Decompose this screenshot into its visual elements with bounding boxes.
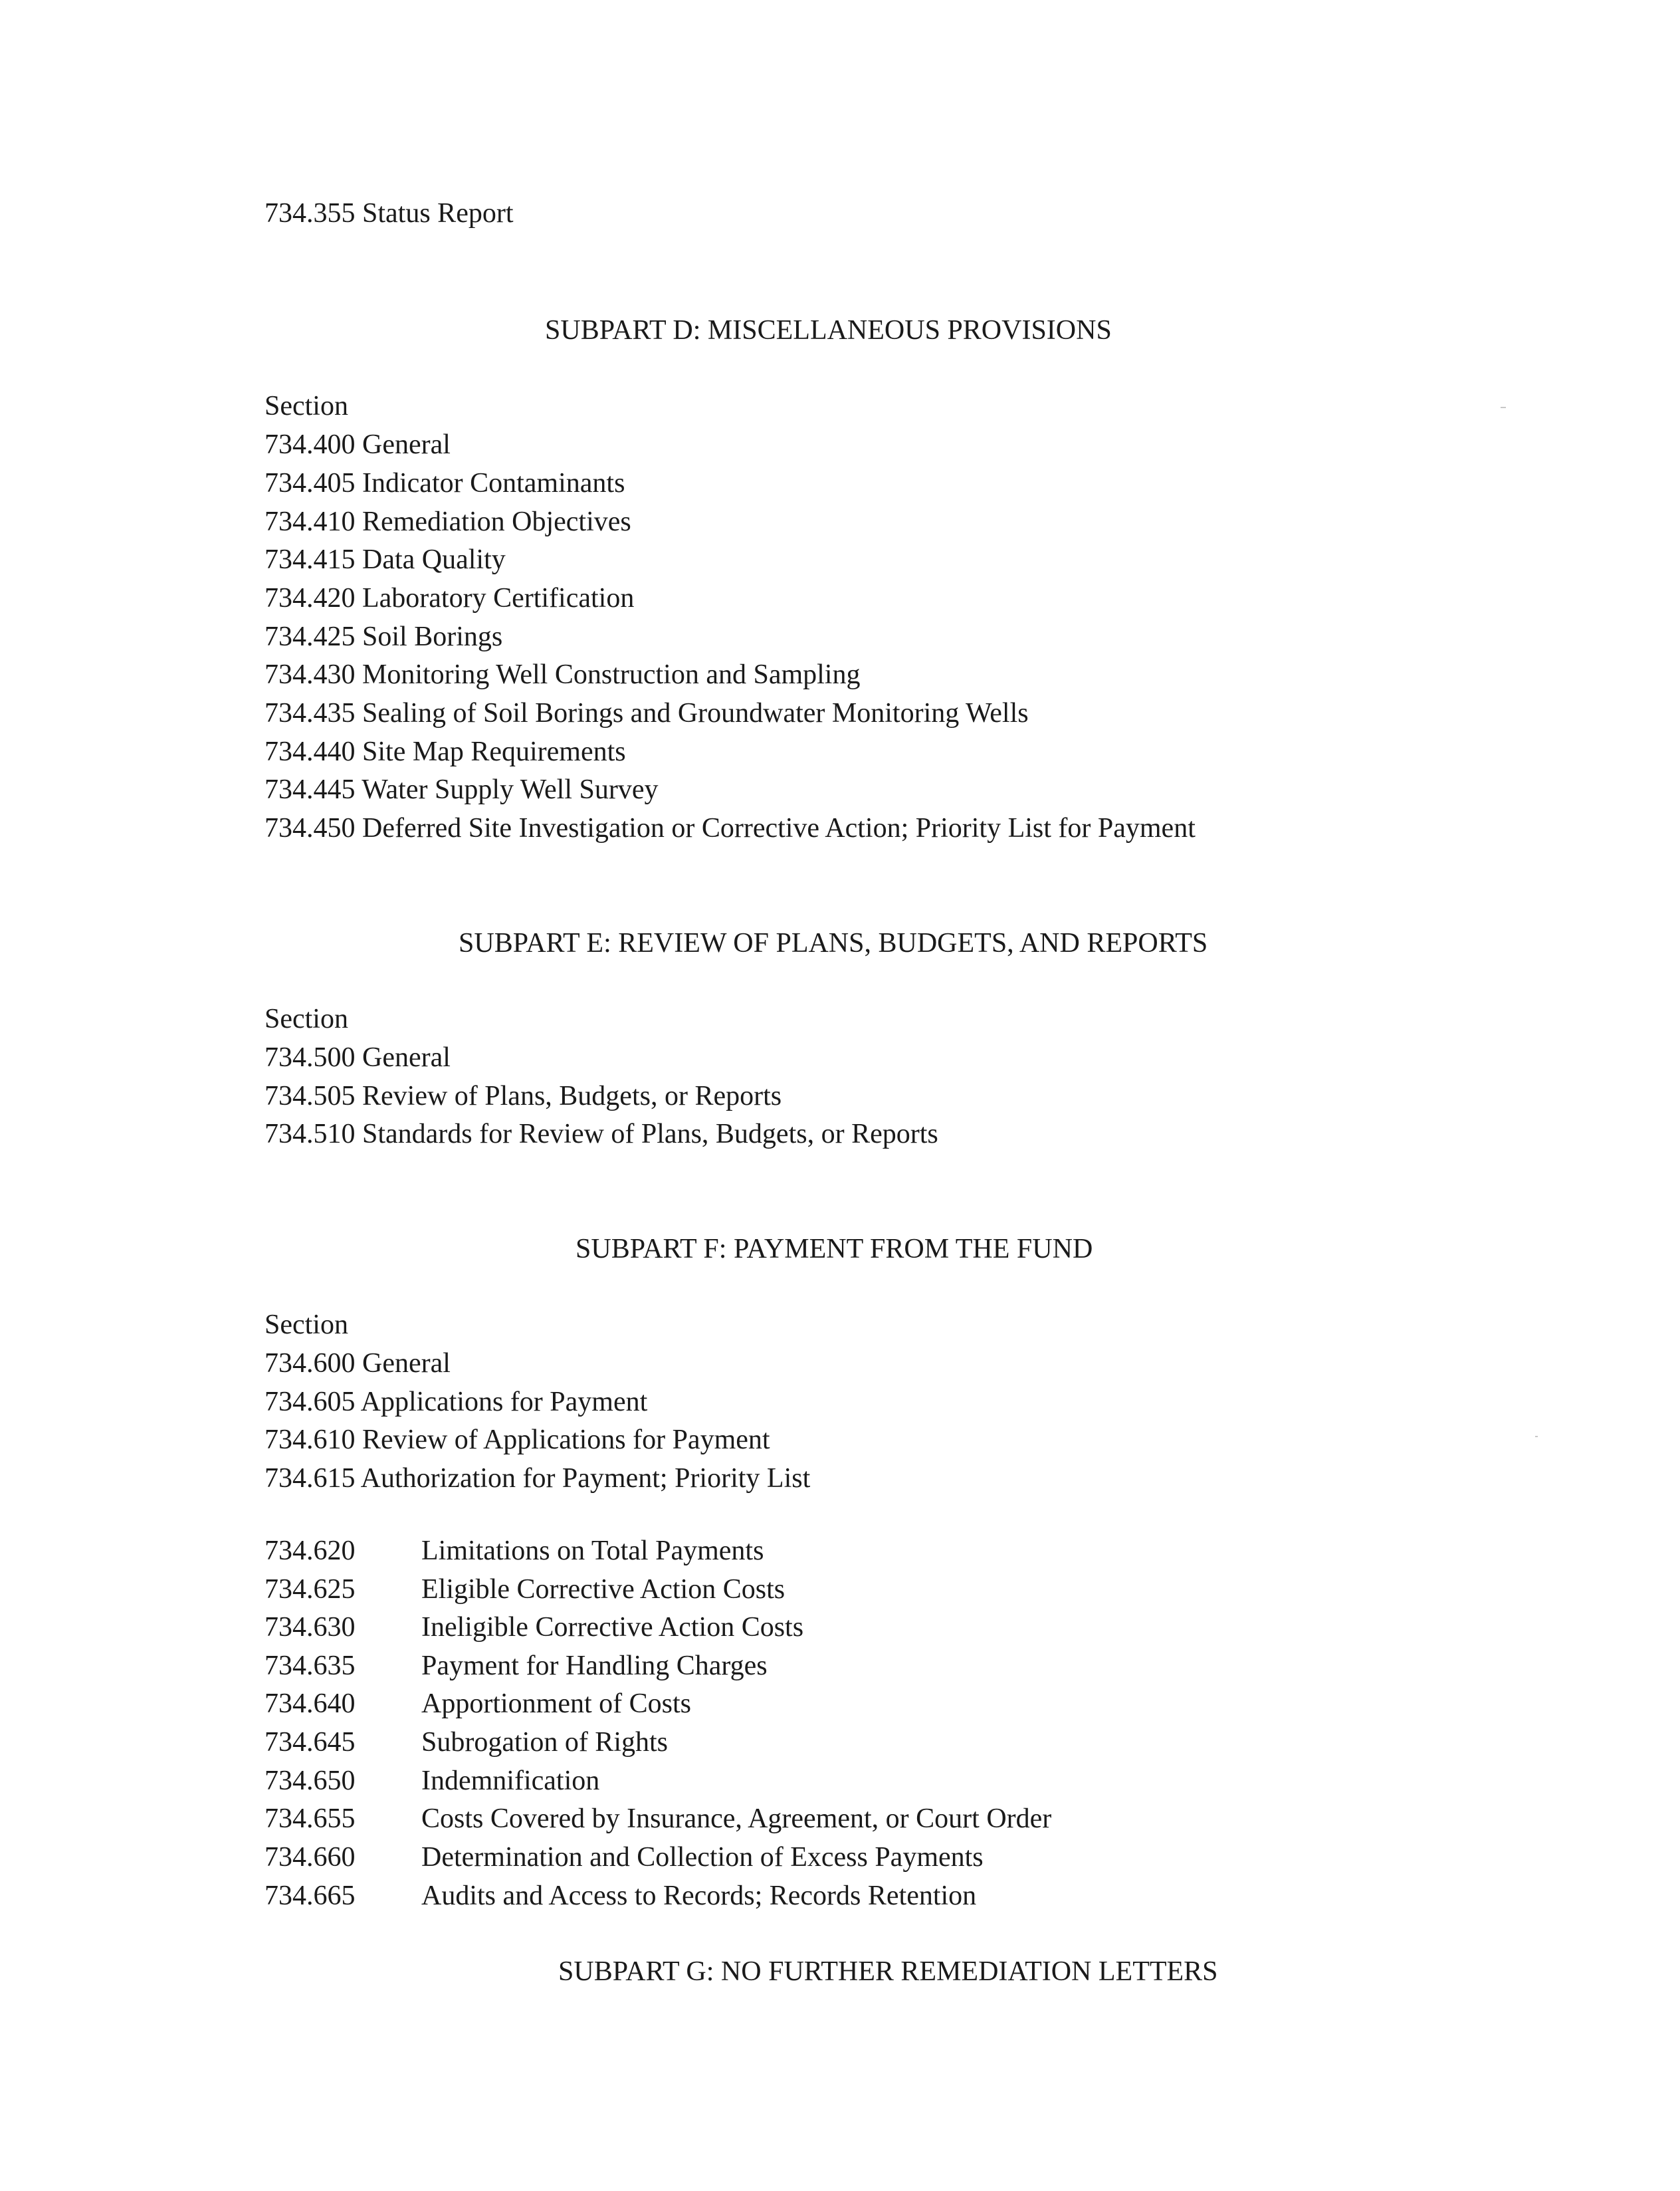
subpart-d-section-label: Section: [264, 391, 348, 421]
subpart-e-section-label: Section: [264, 1004, 348, 1034]
toc-item-number: 734.630: [264, 1612, 356, 1643]
subpart-e-heading: SUBPART E: REVIEW OF PLANS, BUDGETS, AND REPORTS: [459, 928, 1208, 959]
toc-item-title: Subrogation of Rights: [421, 1727, 669, 1758]
toc-item: 734.445 Water Supply Well Survey: [264, 774, 659, 805]
toc-item-title: Ineligible Corrective Action Costs: [421, 1612, 804, 1643]
toc-item: 734.505 Review of Plans, Budgets, or Reports: [264, 1081, 782, 1111]
toc-item: 734.600 General: [264, 1348, 451, 1379]
toc-item: 734.400 General: [264, 429, 451, 460]
toc-item: 734.615 Authorization for Payment; Priority List: [264, 1463, 811, 1494]
subpart-f-section-label: Section: [264, 1310, 348, 1340]
toc-item-number: 734.625: [264, 1574, 356, 1605]
toc-item-number: 734.660: [264, 1842, 356, 1873]
toc-item-title: Indemnification: [421, 1766, 600, 1796]
toc-item-number: 734.640: [264, 1688, 356, 1719]
toc-item: 734.440 Site Map Requirements: [264, 737, 626, 767]
scan-speck: [1501, 407, 1506, 408]
scan-speck: [1535, 1436, 1538, 1437]
toc-item: 734.415 Data Quality: [264, 544, 506, 575]
toc-item-title: Limitations on Total Payments: [421, 1536, 764, 1566]
toc-item-number: 734.645: [264, 1727, 356, 1758]
subpart-g-heading: SUBPART G: NO FURTHER REMEDIATION LETTERS: [558, 1956, 1218, 1987]
toc-item-title: Apportionment of Costs: [421, 1688, 691, 1719]
toc-item-number: 734.650: [264, 1766, 356, 1796]
toc-item-title: Eligible Corrective Action Costs: [421, 1574, 786, 1605]
toc-item-number: 734.665: [264, 1881, 356, 1911]
toc-item: 734.510 Standards for Review of Plans, Budgets, or Reports: [264, 1119, 938, 1149]
toc-item: 734.420 Laboratory Certification: [264, 583, 635, 614]
toc-item-number: 734.655: [264, 1803, 356, 1834]
toc-item: 734.610 Review of Applications for Payment: [264, 1425, 770, 1455]
toc-item: 734.450 Deferred Site Investigation or Corrective Action; Priority List for Payment: [264, 813, 1196, 844]
subpart-d-heading: SUBPART D: MISCELLANEOUS PROVISIONS: [545, 315, 1112, 346]
toc-item-number: 734.620: [264, 1536, 356, 1566]
toc-item-status-report: 734.355 Status Report: [264, 198, 514, 229]
toc-item: 734.410 Remediation Objectives: [264, 507, 631, 537]
toc-item-title: Payment for Handling Charges: [421, 1651, 768, 1681]
toc-item: 734.405 Indicator Contaminants: [264, 468, 625, 499]
toc-item: 734.425 Soil Borings: [264, 622, 503, 652]
toc-item-title: Audits and Access to Records; Records Retention: [421, 1881, 977, 1911]
toc-item-title: Determination and Collection of Excess Payments: [421, 1842, 984, 1873]
toc-item-title: Costs Covered by Insurance, Agreement, or Court Order: [421, 1803, 1052, 1834]
toc-item-number: 734.635: [264, 1651, 356, 1681]
toc-item: 734.430 Monitoring Well Construction and Sampling: [264, 659, 861, 690]
toc-item: 734.605 Applications for Payment: [264, 1387, 648, 1417]
toc-item: 734.500 General: [264, 1042, 451, 1073]
subpart-f-heading: SUBPART F: PAYMENT FROM THE FUND: [576, 1234, 1093, 1264]
toc-item: 734.435 Sealing of Soil Borings and Groundwater Monitoring Wells: [264, 698, 1029, 729]
